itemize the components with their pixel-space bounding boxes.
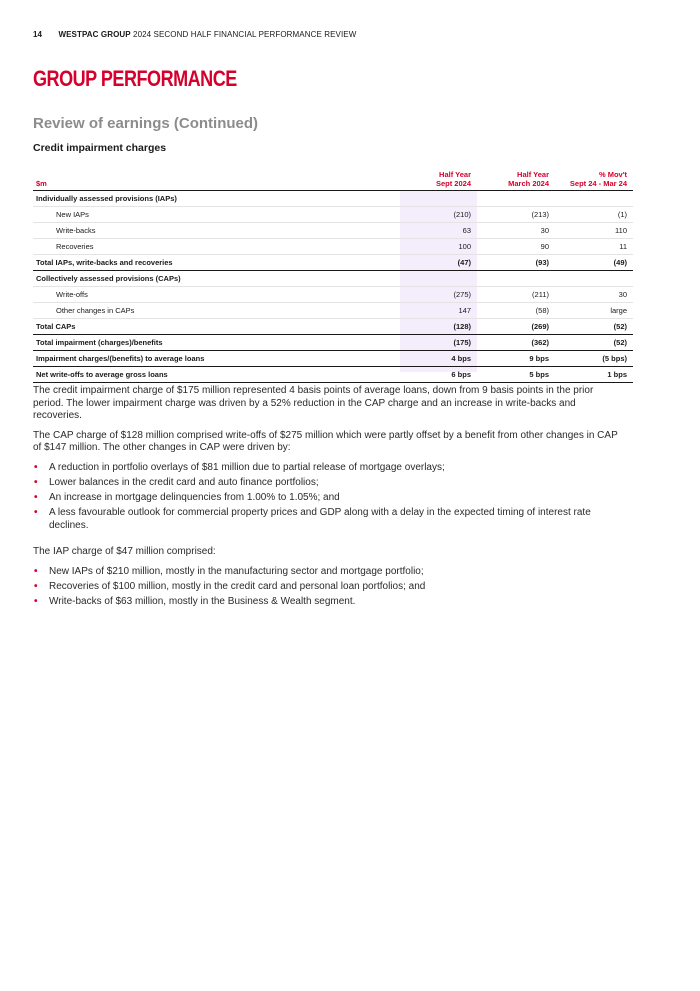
row-label: Total IAPs, write-backs and recoveries <box>33 255 363 271</box>
list-item: • Write-backs of $63 million, mostly in the Business & Wealth segment. <box>34 595 356 607</box>
bullet-icon: • <box>34 565 38 577</box>
list-item: • An increase in mortgage delinquencies from 1.00% to 1.05%; and <box>34 491 340 503</box>
table-row <box>33 239 633 255</box>
bullet-icon: • <box>34 506 38 518</box>
table-cell: 147 <box>363 303 477 319</box>
table-row <box>33 207 633 223</box>
table-cell: (128) <box>363 319 477 335</box>
table-row <box>33 271 633 287</box>
list-item: • Recoveries of $100 million, mostly in the credit card and personal loan portfolios; and <box>34 580 426 592</box>
table-row <box>33 335 633 351</box>
column-header: Half Year Sept 2024 <box>435 170 471 188</box>
row-label: Total CAPs <box>33 319 363 335</box>
bullet-icon: • <box>34 461 38 473</box>
list-item: • Lower balances in the credit card and auto finance portfolios; <box>34 476 319 488</box>
table-cell: (5 bps) <box>555 351 633 367</box>
table-row <box>33 319 633 335</box>
table-cell: 100 <box>363 239 477 255</box>
table-cell: 30 <box>477 223 555 239</box>
bullet-icon: • <box>34 476 38 488</box>
row-label: Other changes in CAPs <box>33 303 363 319</box>
table-cell: (49) <box>555 255 633 271</box>
table-cell: (213) <box>477 207 555 223</box>
row-label: Net write-offs to average gross loans <box>33 367 363 383</box>
table-cell: (275) <box>363 287 477 303</box>
table-cell <box>363 191 477 207</box>
table-row <box>33 255 633 271</box>
list-item: • A reduction in portfolio overlays of $81 million due to partial release of mortgage overlays; <box>34 461 445 473</box>
table-cell: 9 bps <box>477 351 555 367</box>
body-text <box>33 385 623 622</box>
list-item: • A less favourable outlook for commercial property prices and GDP along with a delay in the expected timing of interest rate declines. <box>34 506 591 531</box>
table-cell: (58) <box>477 303 555 319</box>
table-cell <box>555 191 633 207</box>
table-cell: 30 <box>555 287 633 303</box>
column-header: % Mov't Sept 24 - Mar 24 <box>569 170 627 188</box>
row-label: Recoveries <box>33 239 363 255</box>
row-label: Collectively assessed provisions (CAPs) <box>33 271 363 287</box>
table-row <box>33 191 633 207</box>
table-cell: (52) <box>555 335 633 351</box>
row-label: Write-backs <box>33 223 363 239</box>
row-label: Total impairment (charges)/benefits <box>33 335 363 351</box>
table-cell: 11 <box>555 239 633 255</box>
row-label: New IAPs <box>33 207 363 223</box>
bullet-icon: • <box>34 595 38 607</box>
table-row <box>33 367 633 383</box>
bullet-icon: • <box>34 491 38 503</box>
table-cell: 4 bps <box>363 351 477 367</box>
table-cell: (52) <box>555 319 633 335</box>
column-header: $m <box>36 179 47 188</box>
bullet-list <box>33 462 623 532</box>
column-header: Half Year March 2024 <box>508 170 549 188</box>
table-cell <box>363 271 477 287</box>
row-label: Impairment charges/(benefits) to average loans <box>33 351 363 367</box>
table-cell <box>477 191 555 207</box>
table-row <box>33 287 633 303</box>
table-cell: (175) <box>363 335 477 351</box>
table-row <box>33 223 633 239</box>
paragraph: The IAP charge of $47 million comprised: <box>33 546 216 558</box>
bullet-list <box>33 566 623 609</box>
document-title: 2024 SECOND HALF FINANCIAL PERFORMANCE REVIEW <box>133 30 357 39</box>
table-cell: (93) <box>477 255 555 271</box>
table-row <box>33 303 633 319</box>
table-cell: (210) <box>363 207 477 223</box>
paragraph: The CAP charge of $128 million comprised write-offs of $275 million which were partly offset by a benefit from other changes in CAP of $147 million. The other changes in CAP were driven by: <box>33 429 618 454</box>
table-cell: large <box>555 303 633 319</box>
table-cell <box>555 271 633 287</box>
bullet-icon: • <box>34 580 38 592</box>
row-label: Write-offs <box>33 287 363 303</box>
company-name: WESTPAC GROUP <box>58 30 131 39</box>
paragraph: The credit impairment charge of $175 million represented 4 basis points of average loans, down from 9 basis points in the prior period. The lower impairment charge was driven by a 52% reduction in the CAP charge and an increase in write-backs and recoveries. <box>33 385 594 422</box>
table-cell: 90 <box>477 239 555 255</box>
row-label: Individually assessed provisions (IAPs) <box>33 191 363 207</box>
table-cell <box>477 271 555 287</box>
table-cell: 63 <box>363 223 477 239</box>
section-title: GROUP PERFORMANCE <box>33 66 237 91</box>
table-cell: (211) <box>477 287 555 303</box>
table-cell: 110 <box>555 223 633 239</box>
sub-title: Review of earnings (Continued) <box>33 115 259 132</box>
page-number: 14 <box>33 30 43 39</box>
table-row <box>33 351 633 367</box>
table-cell: 6 bps <box>363 367 477 383</box>
table-cell: (47) <box>363 255 477 271</box>
table-title: Credit impairment charges <box>33 142 167 154</box>
page-header <box>33 30 356 39</box>
table-body <box>33 191 633 383</box>
list-item: • New IAPs of $210 million, mostly in the manufacturing sector and mortgage portfolio; <box>34 565 424 577</box>
table-cell: (1) <box>555 207 633 223</box>
table-cell: 1 bps <box>555 367 633 383</box>
table-cell: (269) <box>477 319 555 335</box>
table-cell: (362) <box>477 335 555 351</box>
table-cell: 5 bps <box>477 367 555 383</box>
credit-impairment-table-wrap <box>33 168 633 383</box>
table-header-row <box>33 168 633 191</box>
credit-impairment-table <box>33 168 633 383</box>
